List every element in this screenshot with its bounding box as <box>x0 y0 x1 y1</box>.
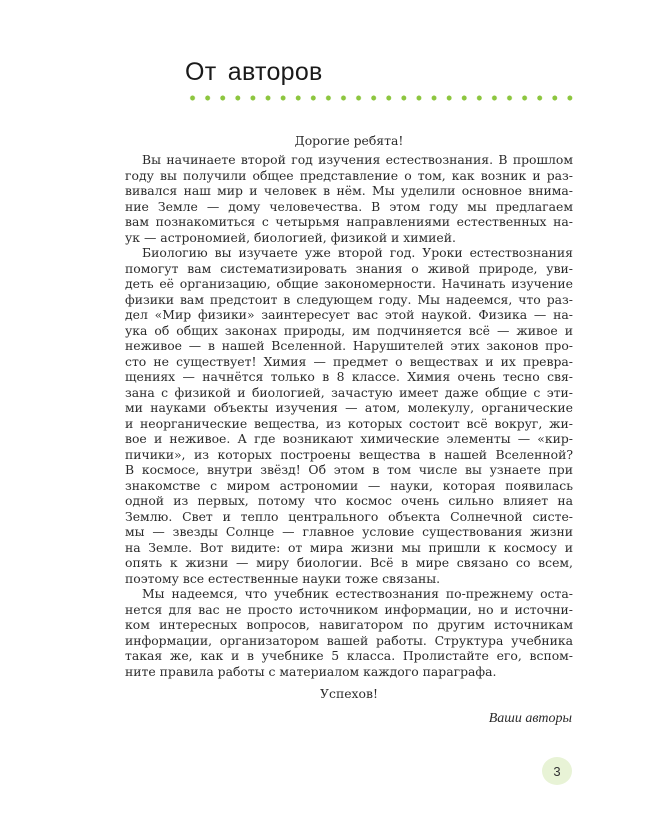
text-line: ука об общих законах природы, им подчиняется всё — живое и <box>125 322 573 338</box>
text-line: помогут вам систематизировать знания о живой природе, уви- <box>125 260 573 276</box>
text-line: зана с физикой и биологией, зачастую имеет даже общие с эти- <box>125 384 573 400</box>
text-line: мы — звезды Солнце — главное условие существования жизни <box>125 524 573 539</box>
text-line: информации, организатором вашей работы. Структура учебника <box>125 632 573 648</box>
closing: Успехов! <box>320 686 378 701</box>
text-line: сто не существует! Химия — предмет о веществах и их превра- <box>125 353 573 369</box>
text-line: вивался наш мир и человек в нём. Мы уделили основное внима- <box>125 183 573 198</box>
text-line: такая же, как и в учебнике 5 класса. Пролистайте его, вспом- <box>125 648 573 663</box>
dotted-divider <box>185 95 577 101</box>
text-line: Землю. Свет и тепло центрального объекта Солнечной систе- <box>125 508 573 524</box>
text-line: опять к жизни — миру биологии. Всё в мире связано со всем, <box>125 555 573 570</box>
text-line: неживое — в нашей Вселенной. Нарушителей этих законов про- <box>125 338 573 353</box>
text-line: одной из первых, потому что космос очень сильно влияет на <box>125 493 573 508</box>
text-line: щениях — начнётся только в 8 классе. Химия очень тесно свя- <box>125 369 573 384</box>
text-line: физики вам предстоит в следующем году. Мы надеемся, что раз- <box>125 291 573 307</box>
text-line: и неорганические вещества, из которых состоит всё вокруг, жи- <box>125 415 573 431</box>
text-line: пичики», из которых построены вещества в нашей Вселенной? <box>125 446 573 462</box>
paragraph <box>125 586 573 679</box>
text-line: вое и неживое. А где возникают химические элементы — «кир- <box>125 431 573 446</box>
greeting: Дорогие ребята! <box>294 133 404 148</box>
body-text <box>125 152 573 679</box>
text-line: Биологию вы изучаете уже второй год. Уроки естествознания <box>142 245 573 260</box>
text-line: деть её организацию, общие закономерности. Начинать изучение <box>125 276 573 291</box>
text-line: ком интересных вопросов, навигатором по другим источникам <box>125 617 573 632</box>
text-line: нется для вас не просто источником информации, но и источни- <box>125 601 573 617</box>
text-line: ми науками объекты изучения — атом, молекулу, органические <box>125 400 573 415</box>
text-line: Вы начинаете второй год изучения естествознания. В прошлом <box>142 152 573 167</box>
text-line: году вы получили общее представление о том, как возник и раз- <box>125 167 573 183</box>
text-line: вам познакомиться с четырьмя направлениями естественных на- <box>125 214 573 229</box>
text-line: на Земле. Вот видите: от мира жизни мы пришли к космосу и <box>125 539 573 555</box>
page-number: 3 <box>542 757 572 785</box>
text-line: знакомстве с миром астрономии — науки, которая появилась <box>125 477 573 493</box>
text-line: ук — астрономией, биологией, физикой и химией. <box>125 229 456 245</box>
text-line: поэтому все естественные науки тоже связаны. <box>125 570 441 586</box>
signature: Ваши авторы <box>488 711 572 726</box>
text-line: В космосе, внутри звёзд! Об этом в том числе вы узнаете при <box>125 462 573 477</box>
paragraph <box>125 245 573 586</box>
text-line: дел «Мир физики» заинтересует вас этой наукой. Физика — на- <box>125 307 573 322</box>
text-line: ните правила работы с материалом каждого параграфа. <box>125 663 497 679</box>
paragraph <box>125 152 573 245</box>
text-line: ние Земле — дому человечества. В этом году мы предлагаем <box>125 198 573 214</box>
page-title: От авторов <box>185 58 323 86</box>
text-line: Мы надеемся, что учебник естествознания по-прежнему оста- <box>142 586 573 601</box>
